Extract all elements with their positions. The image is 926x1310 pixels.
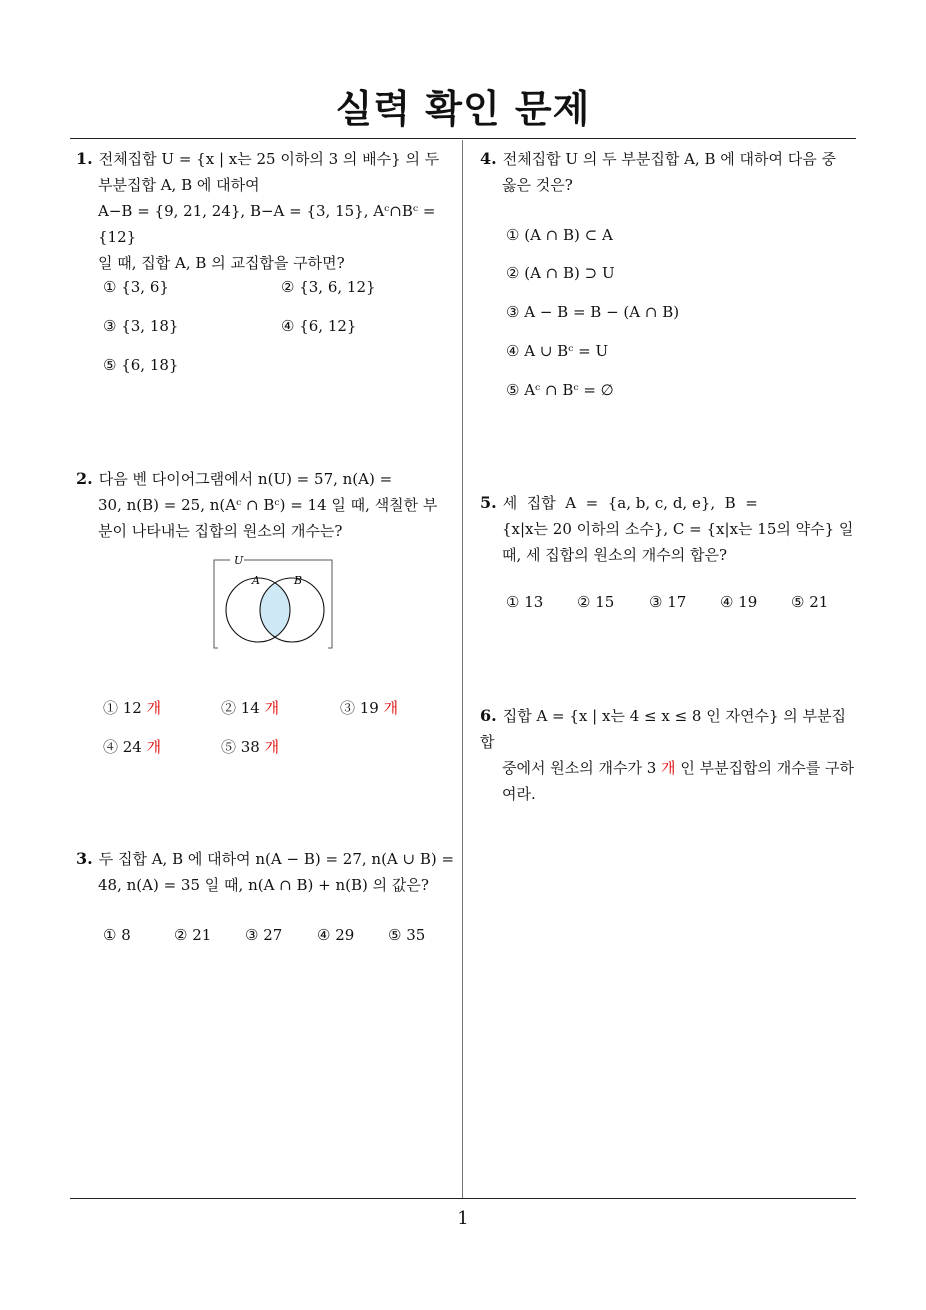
- problem-text: 때, 세 집합의 원소의 개수의 합은?: [502, 546, 728, 564]
- problem-text: 옳은 것은?: [502, 176, 573, 194]
- unit-label: 개: [264, 699, 280, 717]
- page-number: 1: [457, 1208, 469, 1229]
- choice-1[interactable]: ① 13: [506, 593, 544, 611]
- choice-4[interactable]: ④ A ∪ Bᶜ = U: [506, 342, 609, 360]
- problem-text: 48, n(A) = 35 일 때, n(A ∩ B) + n(B) 의 값은?: [98, 876, 429, 894]
- problem-number: 2.: [76, 469, 93, 488]
- choice-2[interactable]: ② 15: [577, 593, 615, 611]
- unit-label: 개: [661, 759, 676, 777]
- choice-5[interactable]: ⑤ Aᶜ ∩ Bᶜ = ∅: [506, 381, 614, 399]
- venn-diagram: [212, 554, 340, 652]
- problem-text: 집합 A = {x | x는 4 ≤ x ≤ 8 인 자연수} 의 부분집합: [480, 707, 846, 751]
- problem-text: 중에서 원소의 개수가 3 개 인 부분집합의 개수를 구하: [502, 759, 855, 777]
- venn-u-label: U: [234, 554, 244, 567]
- unit-label: 개: [383, 699, 399, 717]
- problem-5: [480, 490, 860, 568]
- choice-3[interactable]: ③ 27: [245, 926, 283, 944]
- problem-text: 전체집합 U = {x | x는 25 이하의 3 의 배수} 의 두: [98, 150, 440, 168]
- choice-4[interactable]: ④ 19: [720, 593, 758, 611]
- problem-text: 전체집합 U 의 두 부분집합 A, B 에 대하여 다음 중: [502, 150, 836, 168]
- choice-3[interactable]: ③ 17: [649, 593, 687, 611]
- problem-text: 분이 나타내는 집합의 원소의 개수는?: [98, 522, 343, 540]
- choice-3[interactable]: ③ {3, 18}: [103, 317, 179, 335]
- choice-4[interactable]: ④ 24 개: [103, 738, 162, 756]
- problem-text: 세 집합 A = {a, b, c, d, e}, B =: [502, 494, 758, 512]
- unit-label: 개: [146, 738, 162, 756]
- problem-text: 일 때, 집합 A, B 의 교집합을 구하면?: [98, 254, 345, 272]
- column-divider: [462, 140, 463, 1198]
- choice-5[interactable]: ⑤ {6, 18}: [103, 356, 179, 374]
- choice-1[interactable]: ① (A ∩ B) ⊂ A: [506, 226, 613, 244]
- problem-4: [480, 146, 860, 198]
- choice-1[interactable]: ① {3, 6}: [103, 278, 169, 296]
- problem-2: [76, 466, 456, 544]
- choice-1[interactable]: ① 12 개: [103, 699, 162, 717]
- choice-4[interactable]: ④ {6, 12}: [281, 317, 357, 335]
- choice-5[interactable]: ⑤ 21: [791, 593, 829, 611]
- problem-number: 1.: [76, 149, 93, 168]
- choice-5[interactable]: ⑤ 38 개: [221, 738, 280, 756]
- choice-2[interactable]: ② 14 개: [221, 699, 280, 717]
- choice-2[interactable]: ② {3, 6, 12}: [281, 278, 376, 296]
- top-rule: [70, 138, 856, 139]
- choice-2[interactable]: ② 21: [174, 926, 212, 944]
- problem-text: 다음 벤 다이어그램에서 n(U) = 57, n(A) =: [98, 470, 393, 488]
- problem-text: 두 집합 A, B 에 대하여 n(A − B) = 27, n(A ∪ B) =: [98, 850, 455, 868]
- problem-number: 3.: [76, 849, 93, 868]
- problem-6: [480, 703, 860, 807]
- problem-3: [76, 846, 456, 898]
- problem-text: 여라.: [502, 785, 536, 803]
- venn-b-label: B: [294, 574, 303, 587]
- choice-2[interactable]: ② (A ∩ B) ⊃ U: [506, 264, 615, 282]
- problem-number: 6.: [480, 706, 497, 725]
- choice-5[interactable]: ⑤ 35: [388, 926, 426, 944]
- unit-label: 개: [264, 738, 280, 756]
- problem-1: [76, 146, 456, 276]
- problem-text: {x|x는 20 이하의 소수}, C = {x|x는 15의 약수} 일: [502, 520, 854, 538]
- problem-number: 4.: [480, 149, 497, 168]
- venn-a-label: A: [252, 574, 260, 587]
- choice-4[interactable]: ④ 29: [317, 926, 355, 944]
- bottom-rule: [70, 1198, 856, 1199]
- choice-1[interactable]: ① 8: [103, 926, 131, 944]
- page-title: 실력 확인 문제: [335, 87, 591, 131]
- unit-label: 개: [146, 699, 162, 717]
- problem-text: 부분집합 A, B 에 대하여: [98, 176, 260, 194]
- problem-text: 30, n(B) = 25, n(Aᶜ ∩ Bᶜ) = 14 일 때, 색칠한 부: [98, 496, 438, 514]
- problem-number: 5.: [480, 493, 497, 512]
- problem-text: A−B = {9, 21, 24}, B−A = {3, 15}, Aᶜ∩Bᶜ = {12}: [98, 202, 436, 246]
- choice-3[interactable]: ③ A − B = B − (A ∩ B): [506, 303, 680, 321]
- choice-3[interactable]: ③ 19 개: [340, 699, 399, 717]
